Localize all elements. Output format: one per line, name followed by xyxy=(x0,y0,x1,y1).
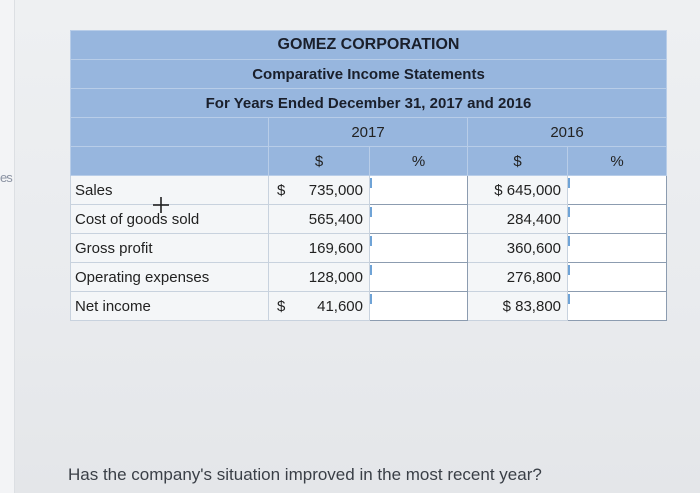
row-label: Sales xyxy=(71,176,269,205)
row-label: Operating expenses xyxy=(71,263,269,292)
income-statement-table xyxy=(70,30,667,321)
percent-2016-cell[interactable] xyxy=(568,263,667,292)
table-row-operating-expenses xyxy=(71,263,667,292)
amount-2017 xyxy=(269,263,370,292)
column-header-percent-2016: % xyxy=(568,147,667,176)
percent-2017-cell[interactable] xyxy=(370,205,468,234)
row-label: Net income xyxy=(71,292,269,321)
column-header-blank xyxy=(71,147,269,176)
percent-2016-input[interactable] xyxy=(568,205,666,233)
crosshair-cursor-icon xyxy=(152,196,170,214)
question-text: Has the company's situation improved in the most recent year? xyxy=(68,465,542,484)
amount-value: 128,000 xyxy=(308,268,363,286)
row-label: Gross profit xyxy=(71,234,269,263)
amount-2016: $ 645,000 xyxy=(468,176,568,205)
percent-2016-cell[interactable] xyxy=(568,176,667,205)
left-gutter xyxy=(0,0,15,493)
statement-title: Comparative Income Statements xyxy=(71,60,667,89)
amount-2016: $ 83,800 xyxy=(468,292,568,321)
amount-2016: 284,400 xyxy=(468,205,568,234)
percent-2016-cell[interactable] xyxy=(568,292,667,321)
table-row-net-income xyxy=(71,292,667,321)
column-header-percent-2017: % xyxy=(370,147,468,176)
amount-2016: 360,600 xyxy=(468,234,568,263)
amount-2017 xyxy=(269,292,370,321)
row-label: Cost of goods sold xyxy=(71,205,269,234)
amount-value: 169,600 xyxy=(308,239,363,257)
percent-2016-input[interactable] xyxy=(568,176,666,204)
percent-2017-cell[interactable] xyxy=(370,176,468,205)
year-header-2016: 2016 xyxy=(468,118,667,147)
percent-2016-input[interactable] xyxy=(568,263,666,291)
amount-value: 565,400 xyxy=(308,210,363,228)
column-header-dollar-2017: $ xyxy=(269,147,370,176)
amount-2017 xyxy=(269,234,370,263)
amount-2016: 276,800 xyxy=(468,263,568,292)
percent-2017-cell[interactable] xyxy=(370,234,468,263)
dollar-sign: $ xyxy=(277,297,286,315)
percent-2016-cell[interactable] xyxy=(568,205,667,234)
percent-2016-cell[interactable] xyxy=(568,234,667,263)
percent-2017-input[interactable] xyxy=(370,292,467,320)
table-row-gross-profit xyxy=(71,234,667,263)
percent-2017-input[interactable] xyxy=(370,234,467,262)
amount-2017 xyxy=(269,205,370,234)
dollar-sign: $ xyxy=(277,181,286,199)
percent-2017-cell[interactable] xyxy=(370,292,468,321)
statement-period: For Years Ended December 31, 2017 and 2016 xyxy=(71,89,667,118)
gutter-cut-text: es xyxy=(0,170,12,185)
year-header-blank xyxy=(71,118,269,147)
percent-2017-input[interactable] xyxy=(370,205,467,233)
percent-2017-cell[interactable] xyxy=(370,263,468,292)
year-header-2017: 2017 xyxy=(269,118,468,147)
amount-value: 41,600 xyxy=(317,297,363,315)
percent-2016-input[interactable] xyxy=(568,234,666,262)
company-name: GOMEZ CORPORATION xyxy=(71,31,667,60)
amount-value: 735,000 xyxy=(308,181,363,199)
percent-2017-input[interactable] xyxy=(370,263,467,291)
percent-2016-input[interactable] xyxy=(568,292,666,320)
amount-2017 xyxy=(269,176,370,205)
percent-2017-input[interactable] xyxy=(370,176,467,204)
column-header-dollar-2016: $ xyxy=(468,147,568,176)
